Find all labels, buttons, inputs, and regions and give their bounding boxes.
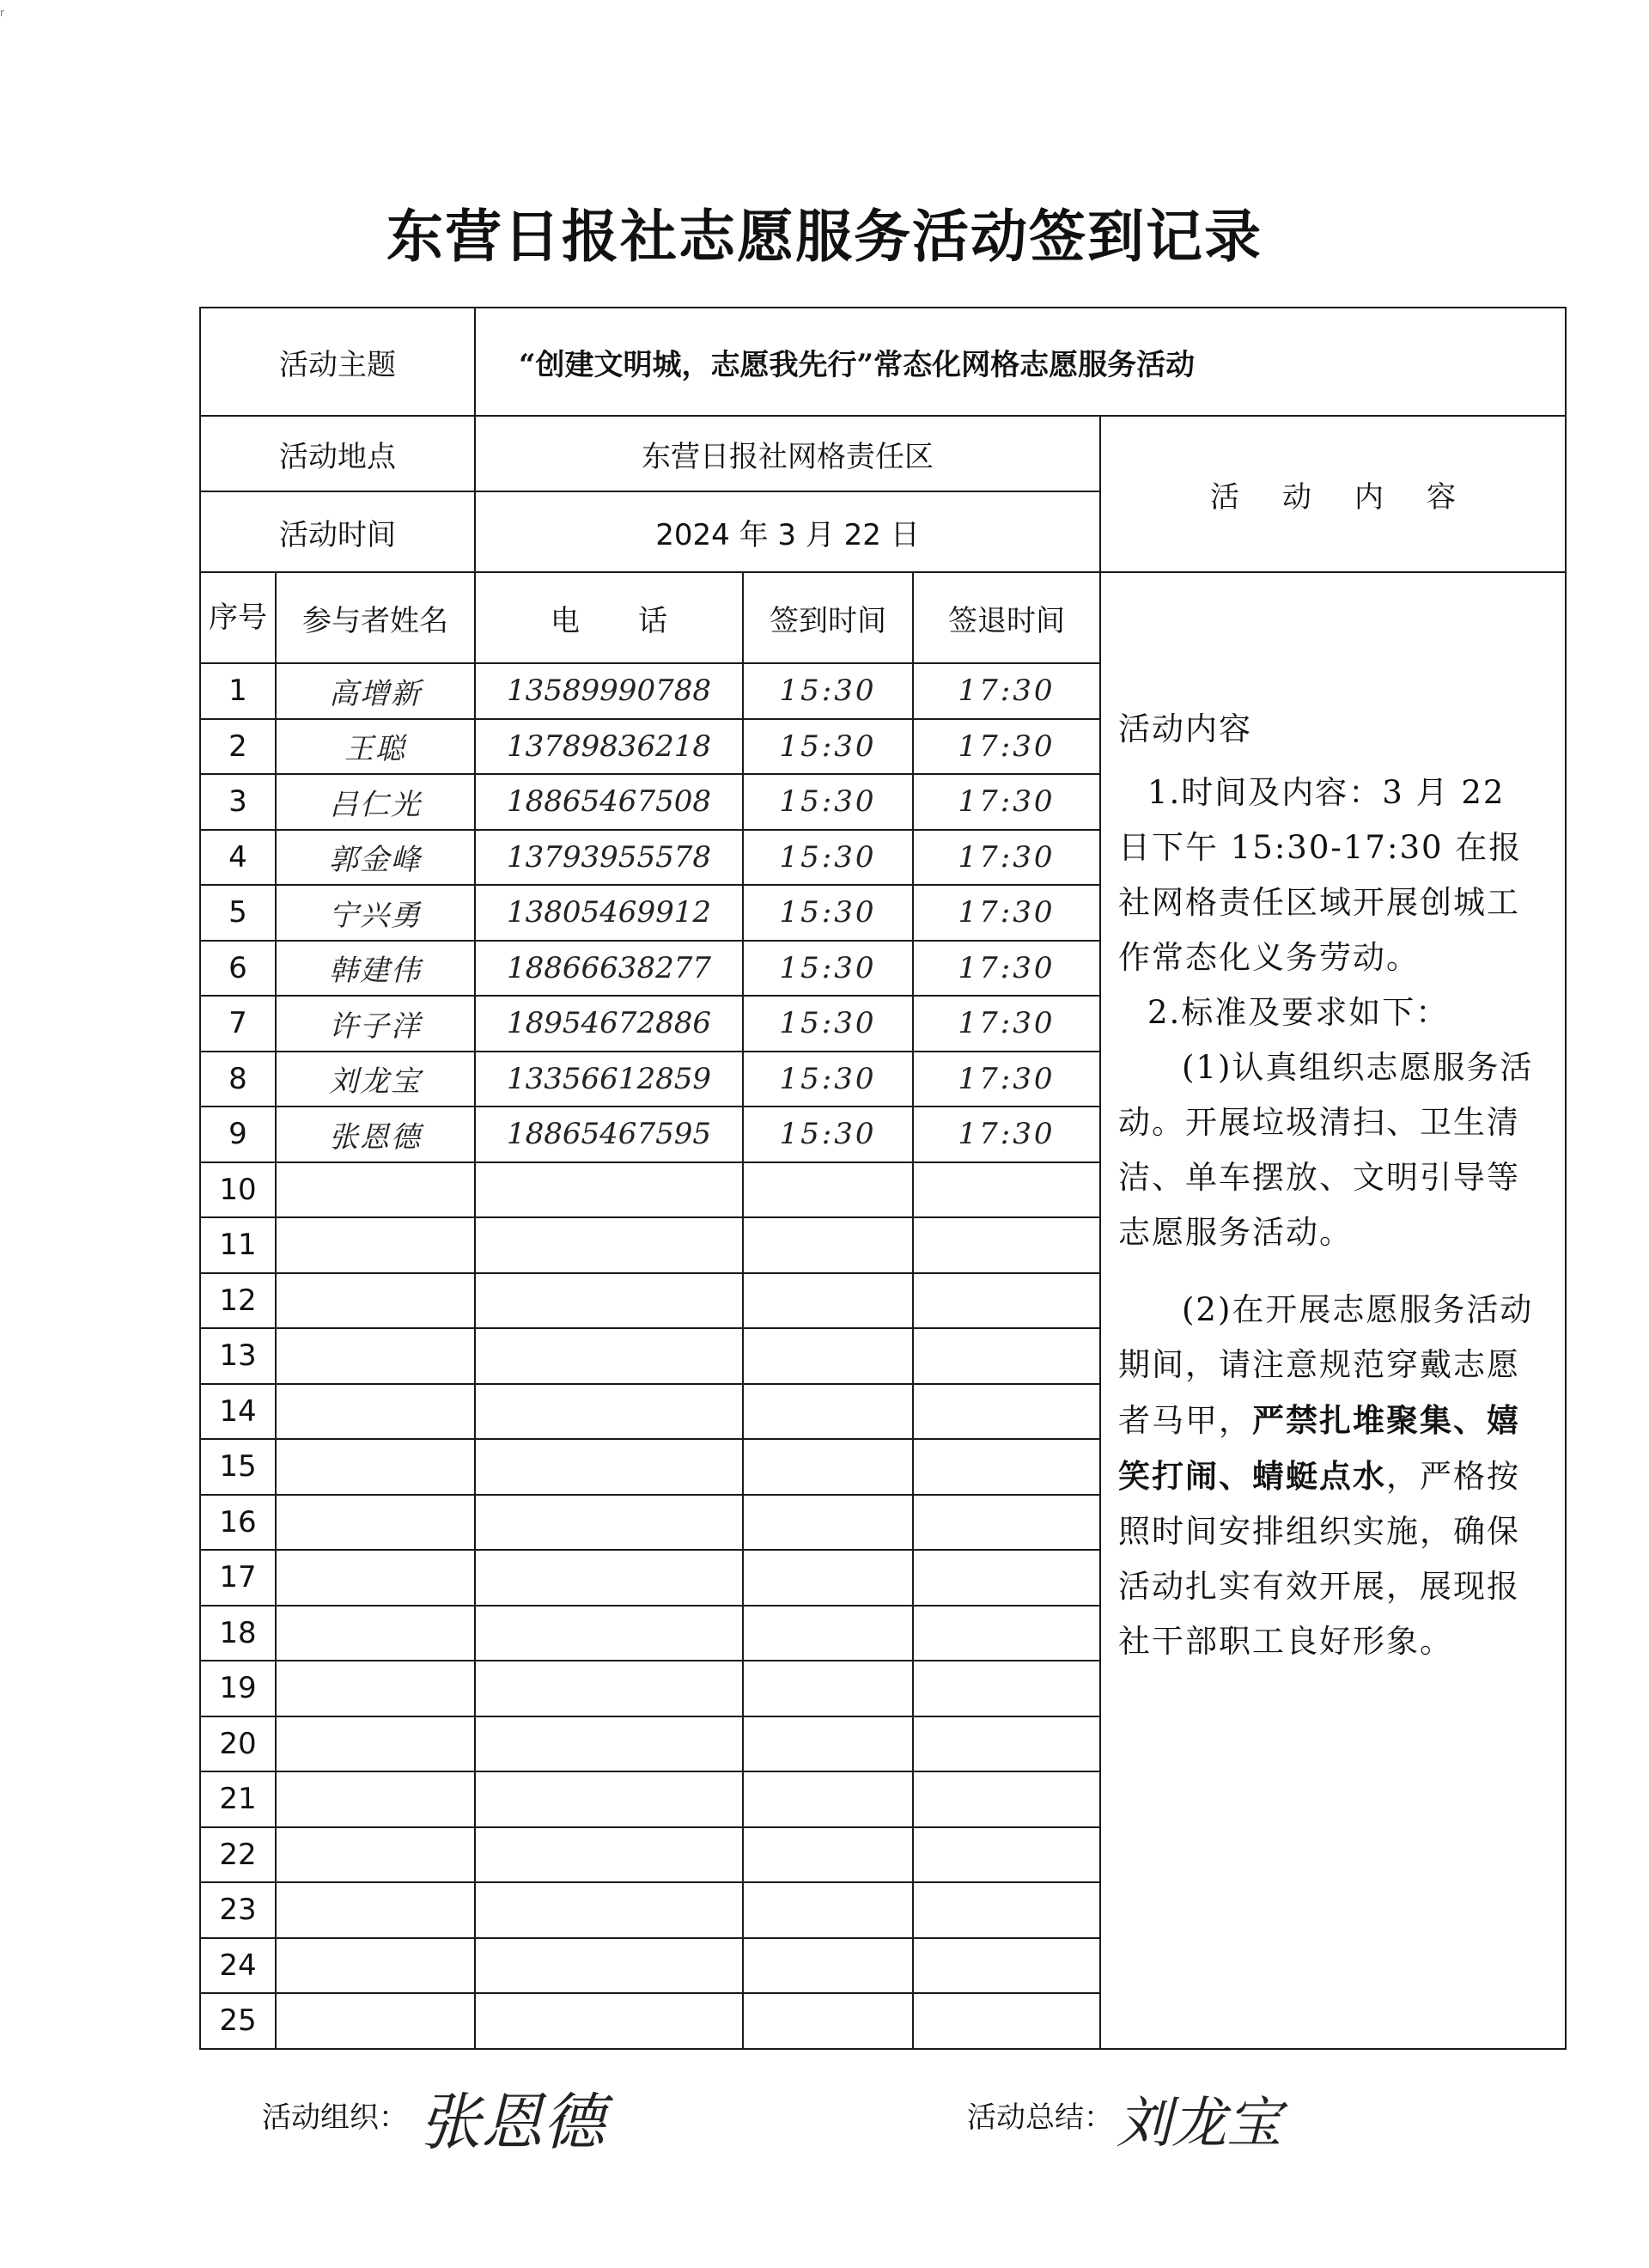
participant-phone: [475, 1993, 743, 2049]
checkout-time: [913, 1661, 1100, 1716]
participant-phone: [475, 1328, 743, 1384]
participant-name: 郭金峰: [276, 830, 475, 886]
participant-phone: 18865467508: [475, 774, 743, 830]
checkout-time: [913, 1273, 1100, 1329]
seq-cell: 17: [200, 1550, 276, 1606]
checkout-time: 17:30: [913, 663, 1100, 719]
seq-cell: 1: [200, 663, 276, 719]
column-header-row: [200, 572, 1566, 663]
seq-cell: 4: [200, 830, 276, 886]
checkin-time: [743, 1550, 913, 1606]
participant-phone: [475, 1550, 743, 1606]
checkout-time: 17:30: [913, 941, 1100, 997]
seq-cell: 13: [200, 1328, 276, 1384]
content-item-2: 2.标准及要求如下：: [1147, 994, 1450, 1031]
participant-phone: [475, 1273, 743, 1329]
participant-phone: [475, 1162, 743, 1218]
organizer-label: 活动组织：: [262, 2100, 408, 2135]
participant-phone: [475, 1606, 743, 1661]
content-item-1: 1.时间及内容：3 月 22 日下午 15:30-17:30 在报社网格责任区域开展创城工作常态化义务劳动。: [1118, 774, 1523, 976]
seq-cell: 24: [200, 1938, 276, 1994]
requirement-2-part-c: ，严格按照时间安排组织实施，确保活动扎实有效开展，展现报社干部职工良好形象。: [1118, 1458, 1520, 1660]
seq-cell: 16: [200, 1495, 276, 1551]
place-value: 东营日报社网格责任区: [475, 416, 1100, 491]
seq-cell: 7: [200, 996, 276, 1052]
seq-cell: 10: [200, 1162, 276, 1218]
checkout-time: [913, 1938, 1100, 1994]
theme-label: 活动主题: [200, 308, 475, 416]
checkin-time: [743, 1938, 913, 1994]
summary-signature: 刘龙宝: [1117, 2092, 1281, 2155]
participant-name: [276, 1384, 475, 1440]
checkin-time: [743, 1384, 913, 1440]
seq-cell: 23: [200, 1882, 276, 1938]
checkin-time: [743, 1328, 913, 1384]
seq-cell: 18: [200, 1606, 276, 1661]
checkout-time: [913, 1550, 1100, 1606]
participant-phone: [475, 1827, 743, 1883]
checkout-time: [913, 1606, 1100, 1661]
checkin-time: [743, 1495, 913, 1551]
participant-name: 宁兴勇: [276, 885, 475, 941]
seq-header: 序号: [200, 572, 276, 663]
participant-name: [276, 1882, 475, 1938]
checkin-time: [743, 1771, 913, 1827]
checkout-time: 17:30: [913, 1052, 1100, 1107]
seq-cell: 20: [200, 1716, 276, 1772]
seq-cell: 9: [200, 1107, 276, 1162]
place-label: 活动地点: [200, 416, 475, 491]
organizer-signature: 张恩德: [419, 2086, 605, 2158]
checkin-time: 15:30: [743, 830, 913, 886]
checkout-header: 签退时间: [913, 572, 1100, 663]
participant-phone: [475, 1716, 743, 1772]
participant-name: 吕仁光: [276, 774, 475, 830]
signin-table: [199, 307, 1567, 2050]
date-value: 2024 年 3 月 22 日: [475, 491, 1100, 572]
participant-phone: [475, 1217, 743, 1273]
checkin-time: [743, 1439, 913, 1495]
participant-name: [276, 1716, 475, 1772]
phone-header: 电 话: [475, 572, 743, 663]
checkout-time: [913, 1162, 1100, 1218]
participant-name: 张恩德: [276, 1107, 475, 1162]
checkin-time: 15:30: [743, 885, 913, 941]
participant-name: 韩建伟: [276, 941, 475, 997]
checkin-time: [743, 1661, 913, 1716]
participant-phone: 13793955578: [475, 830, 743, 886]
time-label: 活动时间: [200, 491, 475, 572]
checkout-time: 17:30: [913, 1107, 1100, 1162]
corner-mark: r: [0, 7, 4, 19]
checkin-time: 15:30: [743, 1107, 913, 1162]
checkout-time: [913, 1771, 1100, 1827]
participant-name: [276, 1606, 475, 1661]
participant-name: [276, 1217, 475, 1273]
seq-cell: 12: [200, 1273, 276, 1329]
participant-name: [276, 1495, 475, 1551]
name-header: 参与者姓名: [276, 572, 475, 663]
participant-phone: [475, 1384, 743, 1440]
checkout-time: 17:30: [913, 996, 1100, 1052]
checkout-time: [913, 1384, 1100, 1440]
participant-phone: [475, 1882, 743, 1938]
seq-cell: 5: [200, 885, 276, 941]
participant-name: [276, 1439, 475, 1495]
checkin-time: [743, 1162, 913, 1218]
participant-phone: 18866638277: [475, 941, 743, 997]
checkin-time: [743, 1606, 913, 1661]
checkin-time: [743, 1273, 913, 1329]
participant-name: 许子洋: [276, 996, 475, 1052]
participant-phone: [475, 1938, 743, 1994]
requirement-1: (1)认真组织志愿服务活动。开展垃圾清扫、卫生清洁、单车摆放、文明引导等志愿服务活动。: [1118, 1049, 1534, 1251]
place-row: [200, 416, 1566, 491]
participant-name: [276, 1550, 475, 1606]
participant-phone: [475, 1495, 743, 1551]
checkout-time: [913, 1217, 1100, 1273]
summary-label: 活动总结：: [967, 2100, 1113, 2135]
checkin-time: [743, 1217, 913, 1273]
participant-phone: 13805469912: [475, 885, 743, 941]
checkin-time: 15:30: [743, 1052, 913, 1107]
checkin-time: [743, 1716, 913, 1772]
activity-content-cell: [1100, 572, 1566, 2049]
requirement-2-emphasis: 严禁扎堆聚集、嬉笑打闹、蜻蜓点水: [1118, 1401, 1520, 1495]
participant-phone: 18865467595: [475, 1107, 743, 1162]
seq-cell: 2: [200, 719, 276, 775]
checkout-time: [913, 1882, 1100, 1938]
seq-cell: 6: [200, 941, 276, 997]
participant-name: 刘龙宝: [276, 1052, 475, 1107]
requirement-2-part-a: (2)在开展志愿服务活动期间，请注意规范穿戴志愿者马甲，: [1118, 1291, 1534, 1439]
participant-name: [276, 1938, 475, 1994]
seq-cell: 15: [200, 1439, 276, 1495]
seq-cell: 25: [200, 1993, 276, 2049]
checkin-time: 15:30: [743, 774, 913, 830]
checkout-time: 17:30: [913, 885, 1100, 941]
checkin-time: 15:30: [743, 996, 913, 1052]
checkout-time: [913, 1827, 1100, 1883]
checkout-time: 17:30: [913, 719, 1100, 775]
participant-phone: 18954672886: [475, 996, 743, 1052]
checkin-time: [743, 1827, 913, 1883]
content-heading: 活动内容: [1100, 416, 1566, 572]
checkout-time: [913, 1716, 1100, 1772]
participant-name: [276, 1771, 475, 1827]
participant-name: [276, 1993, 475, 2049]
seq-cell: 14: [200, 1384, 276, 1440]
activity-content: [1101, 573, 1565, 1669]
checkin-time: [743, 1993, 913, 2049]
seq-cell: 3: [200, 774, 276, 830]
requirement-2: [1118, 1283, 1543, 1669]
participant-phone: 13356612859: [475, 1052, 743, 1107]
participant-phone: [475, 1439, 743, 1495]
participant-phone: [475, 1771, 743, 1827]
participant-phone: 13789836218: [475, 719, 743, 775]
participant-name: [276, 1273, 475, 1329]
seq-cell: 11: [200, 1217, 276, 1273]
checkout-time: 17:30: [913, 774, 1100, 830]
checkout-time: [913, 1439, 1100, 1495]
document-title: 东营日报社志愿服务活动签到记录: [386, 203, 1263, 270]
checkout-time: 17:30: [913, 830, 1100, 886]
participant-name: [276, 1827, 475, 1883]
checkout-time: [913, 1328, 1100, 1384]
content-title: 活动内容: [1118, 710, 1252, 747]
checkin-time: 15:30: [743, 941, 913, 997]
participant-name: 高增新: [276, 663, 475, 719]
checkin-time: 15:30: [743, 719, 913, 775]
seq-cell: 22: [200, 1827, 276, 1883]
checkin-time: 15:30: [743, 663, 913, 719]
participant-name: [276, 1661, 475, 1716]
participant-name: [276, 1162, 475, 1218]
participant-phone: 13589990788: [475, 663, 743, 719]
participant-name: 王聪: [276, 719, 475, 775]
checkout-time: [913, 1993, 1100, 2049]
theme-row: [200, 308, 1566, 416]
theme-value: “创建文明城，志愿我先行”常态化网格志愿服务活动: [475, 308, 1566, 416]
participant-phone: [475, 1661, 743, 1716]
checkout-time: [913, 1495, 1100, 1551]
seq-cell: 21: [200, 1771, 276, 1827]
seq-cell: 19: [200, 1661, 276, 1716]
seq-cell: 8: [200, 1052, 276, 1107]
checkin-time: [743, 1882, 913, 1938]
participant-name: [276, 1328, 475, 1384]
checkin-header: 签到时间: [743, 572, 913, 663]
